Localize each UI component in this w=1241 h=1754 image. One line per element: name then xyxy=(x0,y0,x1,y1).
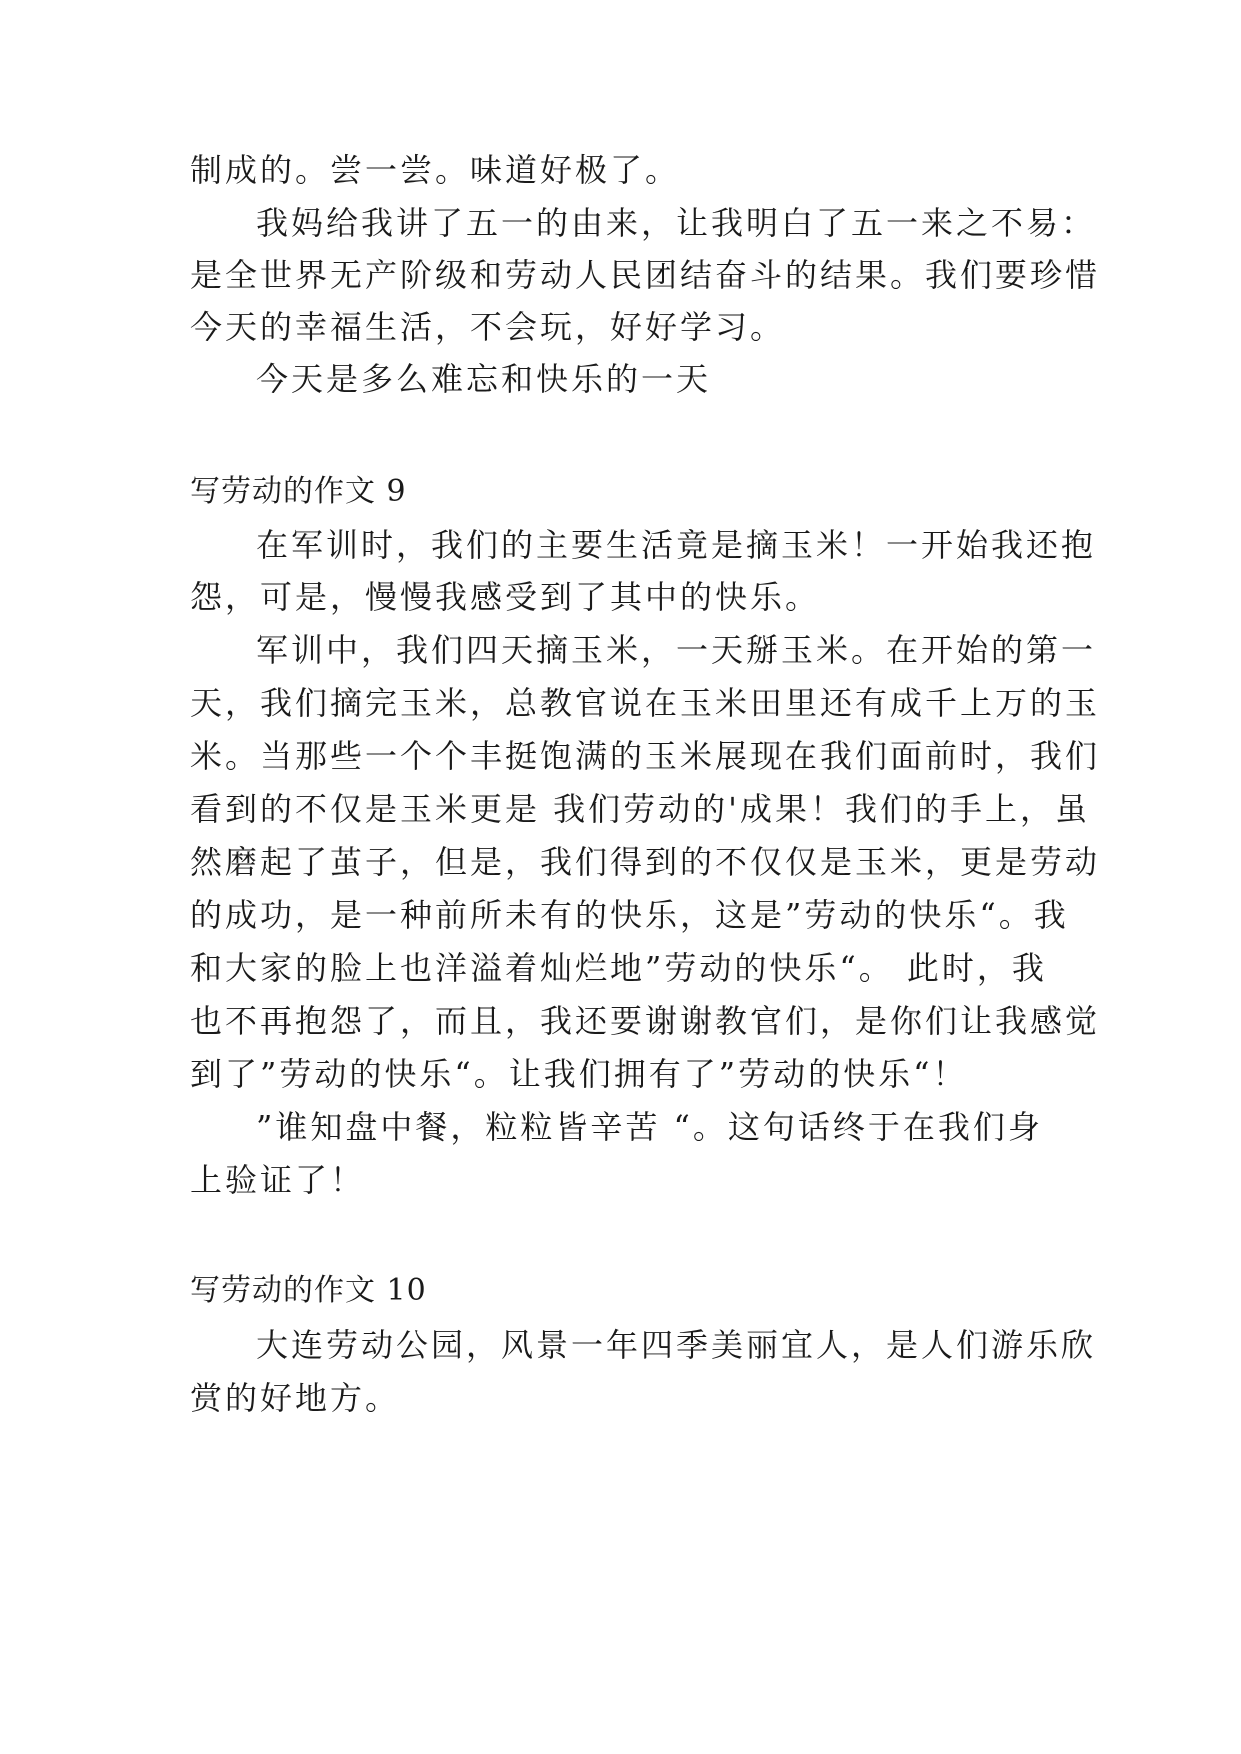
paragraph-line: 制成的。尝一尝。味道好极了。 xyxy=(190,151,681,189)
paragraph-line: 和大家的脸上也洋溢着灿烂地”劳动的快乐“。 此时，我 xyxy=(190,949,1047,987)
paragraph-line: 米。当那些一个个丰挺饱满的玉米展现在我们面前时，我们 xyxy=(190,737,1101,775)
paragraph-line: 是全世界无产阶级和劳动人民团结奋斗的结果。我们要珍惜 xyxy=(190,256,1101,294)
paragraph-line: 今天的幸福生活，不会玩，好好学习。 xyxy=(190,308,786,346)
section-heading: 写劳动的作文 10 xyxy=(190,1273,427,1308)
paragraph-line: 军训中，我们四天摘玉米，一天掰玉米。在开始的第一 xyxy=(256,631,1097,669)
paragraph-line: 赏的好地方。 xyxy=(190,1379,401,1417)
paragraph-line: 看到的不仅是玉米更是 我们劳动的'成果！我们的手上，虽 xyxy=(190,790,1090,828)
paragraph-line: 在军训时，我们的主要生活竟是摘玉米！一开始我还抱 xyxy=(256,526,1097,564)
paragraph-line: 上验证了！ xyxy=(190,1161,366,1199)
paragraph-line: 的成功，是一种前所未有的快乐，这是”劳动的快乐“。我 xyxy=(190,896,1069,934)
paragraph-line: 天，我们摘完玉米，总教官说在玉米田里还有成千上万的玉 xyxy=(190,684,1101,722)
paragraph-line: 我妈给我讲了五一的由来，让我明白了五一来之不易： xyxy=(256,204,1097,242)
paragraph-line: 然磨起了茧子，但是，我们得到的不仅仅是玉米，更是劳动 xyxy=(190,843,1101,881)
paragraph-line: 怨，可是，慢慢我感受到了其中的快乐。 xyxy=(190,578,821,616)
paragraph-line: 到了”劳动的快乐“。让我们拥有了”劳动的快乐“！ xyxy=(190,1055,968,1093)
paragraph-line: 今天是多么难忘和快乐的一天 xyxy=(256,360,712,398)
paragraph-line: ”谁知盘中餐，粒粒皆辛苦 “。这句话终于在我们身 xyxy=(256,1108,1043,1146)
section-heading: 写劳动的作文 9 xyxy=(190,474,407,509)
paragraph-line: 大连劳动公园，风景一年四季美丽宜人，是人们游乐欣 xyxy=(256,1326,1097,1364)
paragraph-line: 也不再抱怨了，而且，我还要谢谢教官们，是你们让我感觉 xyxy=(190,1002,1101,1040)
